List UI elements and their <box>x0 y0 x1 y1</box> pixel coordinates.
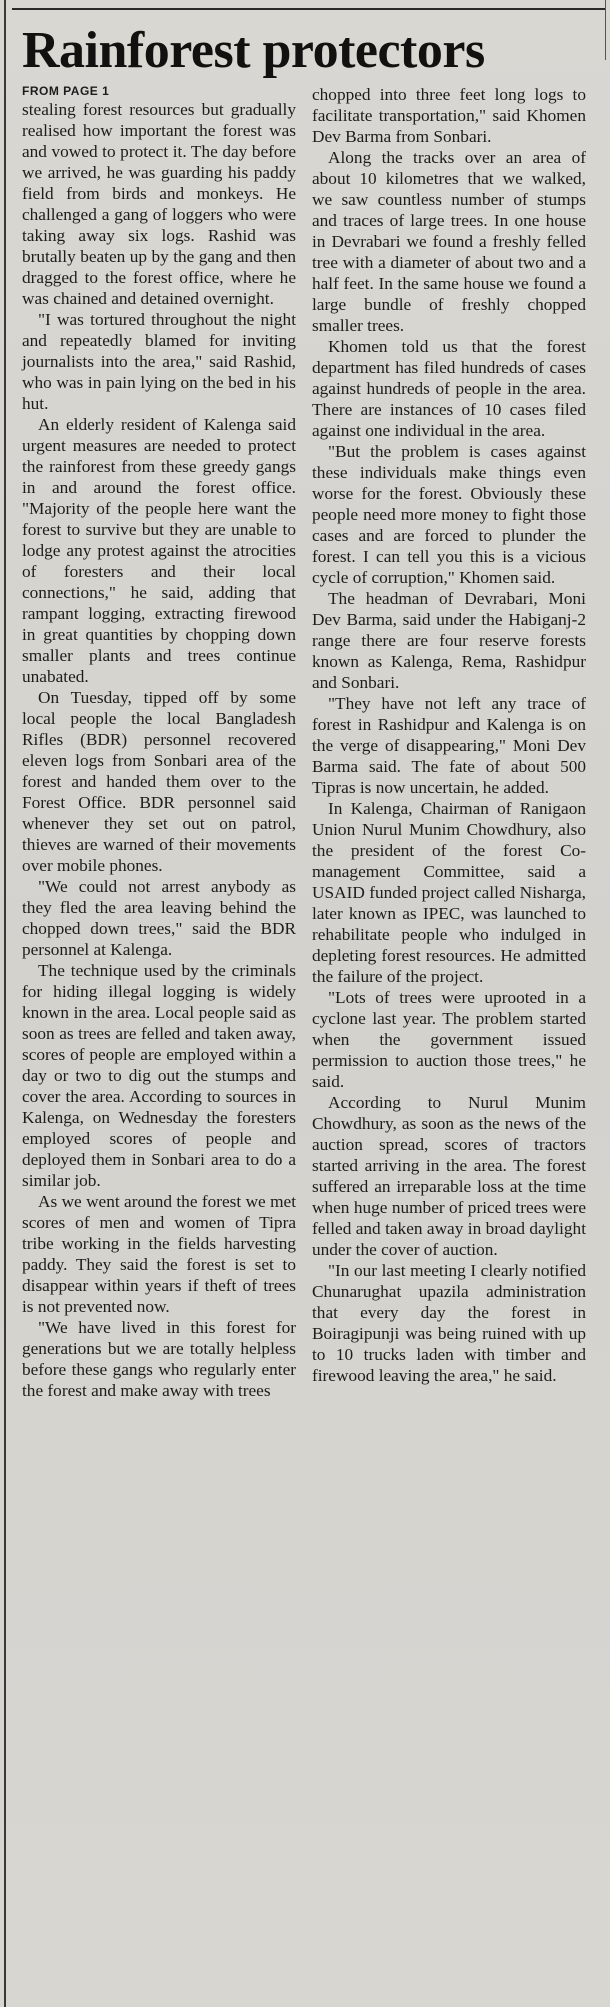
paragraph: As we went around the forest we met scores of men and women of Tipra tribe working in the fields harvesting paddy. They said the forest is set to disappear within years if theft of trees is not prevented now. <box>22 1192 296 1316</box>
paragraph: "Lots of trees were uprooted in a cyclone last year. The problem started when the government issued permission to auction those trees," he said. <box>312 988 586 1091</box>
paragraph: An elderly resident of Kalenga said urgent measures are needed to protect the rainforest from these greedy gangs in and around the forest office. "Majority of the people here want the forest to survive but they are unable to lodge any protest against the atrocities of foresters and their local connections," he said, adding that rampant logging, extracting firewood in great quantities by chopping down smaller plants and trees continue unabated. <box>22 415 296 686</box>
paragraph: The technique used by the criminals for hiding illegal logging is widely known in the area. Local people said as soon as trees are felled and taken away, scores of people are employed within a day or two to dig out the stumps and cover the area. According to sources in Kalenga, on Wednesday the foresters employed scores of people and deployed them in Sonbari area to do a similar job. <box>22 961 296 1190</box>
paragraph: Khomen told us that the forest department has filed hundreds of cases against hundreds of people in the area. There are instances of 10 cases filed against one individual in the area. <box>312 337 586 440</box>
paragraph: "In our last meeting I clearly notified Chunarughat upazila administration that every day the forest in Boiragipunji was being ruined with up to 10 trucks laden with timber and firewood leaving the area," he said. <box>312 1261 586 1385</box>
jump-label: FROM PAGE 1 <box>22 84 110 98</box>
paragraph: The headman of Devrabari, Moni Dev Barma, said under the Habiganj-2 range there are four reserve forests known as Kalenga, Rema, Rashidpur and Sonbari. <box>312 589 586 692</box>
paragraph: "We could not arrest anybody as they fled the area leaving behind the chopped down trees," said the BDR personnel at Kalenga. <box>22 877 296 959</box>
paragraph: stealing forest resources but gradually realised how important the forest was and vowed to protect it. The day before we arrived, he was guarding his paddy field from birds and monkeys. He challenged a gang of loggers who were taking away six logs. Rashid was brutally beaten up by the gang and then dragged to the forest office, where he was chained and detained overnight. <box>22 100 296 308</box>
paragraph: "They have not left any trace of forest in Rashidpur and Kalenga is on the verge of disappearing," Moni Dev Barma said. The fate of about 500 Tipras is now uncertain, he added. <box>312 694 586 797</box>
paragraph: On Tuesday, tipped off by some local people the local Bangladesh Rifles (BDR) personnel recovered eleven logs from Sonbari area of the forest and handed them over to the Forest Office. BDR personnel said whenever they set out on patrol, thieves are warned of their movements over mobile phones. <box>22 688 296 875</box>
paragraph: "We have lived in this forest for generations but we are totally helpless before these gangs who regularly enter the forest and make away with trees <box>22 1318 296 1400</box>
column-2 <box>312 84 586 1401</box>
left-border-rule <box>4 0 6 2007</box>
article-body <box>22 84 594 1401</box>
column-1 <box>22 84 296 1401</box>
paragraph: According to Nurul Munim Chowdhury, as soon as the news of the auction spread, scores of tractors started arriving in the area. The forest suffered an irreparable loss at the time when huge number of priced trees were felled and taken away in broad daylight under the cover of auction. <box>312 1093 586 1259</box>
paragraph: Along the tracks over an area of about 10 kilometres that we walked, we saw countless number of stumps and traces of large trees. In one house in Devrabari we found a freshly felled tree with a diameter of about two and a half feet. In the same house we found a large bundle of freshly chopped smaller trees. <box>312 148 586 335</box>
headline: Rainforest protectors <box>22 22 485 79</box>
paragraph: chopped into three feet long logs to facilitate transportation," said Khomen Dev Barma from Sonbari. <box>312 85 586 146</box>
right-border-rule <box>605 0 606 60</box>
paragraph: "But the problem is cases against these individuals make things even worse for the forest. Obviously these people need more money to fight those cases and are forced to plunder the forest. I can tell you this is a vicious cycle of corruption," Khomen said. <box>312 442 586 587</box>
paragraph: In Kalenga, Chairman of Ranigaon Union Nurul Munim Chowdhury, also the president of the forest Co-management Committee, said a USAID funded project called Nisharga, later known as IPEC, was launched to rehabilitate people who indulged in depleting forest resources. He admitted the failure of the project. <box>312 799 586 986</box>
top-border-rule <box>12 8 606 10</box>
paragraph: "I was tortured throughout the night and repeatedly blamed for inviting journalists into the area," said Rashid, who was in pain lying on the bed in his hut. <box>22 310 296 413</box>
